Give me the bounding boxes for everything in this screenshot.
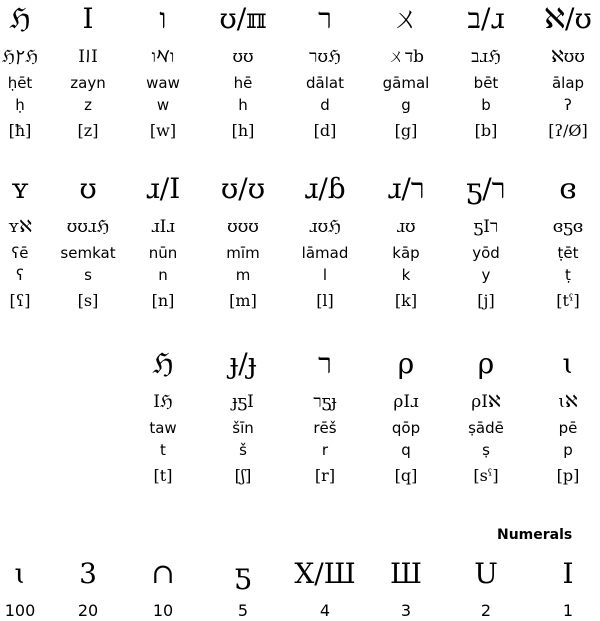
letter-cell bbox=[287, 2, 363, 141]
letter-name-script: רƽɟ bbox=[313, 392, 337, 412]
letter-transliteration: ʕ bbox=[16, 266, 24, 284]
letter-name-script: ɞƽɞ bbox=[552, 217, 584, 237]
letter-name: qōp bbox=[391, 419, 421, 437]
letter-name-script: ρIℵ bbox=[471, 392, 501, 412]
letter-name: nūn bbox=[148, 244, 178, 262]
numeral-glyph: Ш bbox=[390, 557, 422, 590]
letter-name-script: ʊʊɹℌ bbox=[66, 217, 110, 237]
letter-name: šīn bbox=[232, 419, 254, 437]
numeral-cell bbox=[205, 557, 281, 621]
letter-ipa: [ʔ/Ø] bbox=[548, 121, 588, 140]
letter-transliteration: ḥ bbox=[15, 96, 25, 114]
letter-cell bbox=[530, 2, 600, 141]
letter-name: bēt bbox=[473, 74, 499, 92]
numeral-value: 4 bbox=[319, 601, 331, 620]
letter-ipa: [ħ] bbox=[8, 121, 32, 140]
letter-ipa: [w] bbox=[149, 121, 177, 140]
letter-name-script: ʊʊʊ bbox=[227, 217, 259, 237]
letter-name: ṭēt bbox=[557, 244, 579, 262]
letter-cell bbox=[125, 2, 201, 141]
letter-name-script: ɹʊℌ bbox=[309, 217, 341, 237]
letter-cell bbox=[530, 172, 600, 311]
letter-glyph: ר bbox=[318, 2, 332, 35]
letter-name-script: Iℌ bbox=[153, 392, 173, 412]
letter-name-script: ℌ𐡑ℌ bbox=[2, 47, 38, 67]
letter-transliteration: n bbox=[158, 266, 168, 284]
letter-glyph: ℌ bbox=[152, 347, 174, 380]
letter-name-script: בɹℌ bbox=[471, 47, 501, 67]
letter-name: gāmal bbox=[382, 74, 430, 92]
letter-transliteration: m bbox=[235, 266, 251, 284]
letter-cell bbox=[50, 172, 126, 311]
letter-name: lāmad bbox=[301, 244, 349, 262]
letter-cell bbox=[448, 347, 524, 486]
letter-transliteration: y bbox=[481, 266, 491, 284]
letter-name-script: רʊℌ bbox=[309, 47, 341, 67]
letter-transliteration: b bbox=[481, 96, 491, 114]
numeral-glyph: ƽ bbox=[235, 557, 251, 590]
letter-ipa: [m] bbox=[229, 291, 257, 310]
letter-cell bbox=[287, 347, 363, 486]
letter-ipa: [l] bbox=[316, 291, 334, 310]
numeral-value: 2 bbox=[480, 601, 492, 620]
letter-name-script: ɟƽI bbox=[232, 392, 254, 412]
letter-transliteration: g bbox=[401, 96, 411, 114]
letter-ipa: [z] bbox=[77, 121, 99, 140]
numeral-cell bbox=[448, 557, 524, 621]
letter-transliteration: z bbox=[84, 96, 92, 114]
letter-glyph: ʊ bbox=[79, 172, 97, 205]
letter-glyph: ρ bbox=[397, 347, 415, 380]
letter-transliteration: t bbox=[160, 441, 166, 459]
letter-name: yōd bbox=[472, 244, 500, 262]
letter-name: hē bbox=[233, 74, 253, 92]
letter-cell bbox=[125, 347, 201, 486]
numeral-value: 3 bbox=[400, 601, 412, 620]
letter-ipa: [tˁ] bbox=[556, 291, 580, 310]
letter-cell bbox=[205, 172, 281, 311]
letter-name: ḥēt bbox=[7, 74, 33, 92]
letter-name-script: I𐡆I bbox=[78, 47, 98, 67]
letter-transliteration: ʔ bbox=[564, 96, 572, 114]
letter-glyph: ɟ/ɟ bbox=[229, 347, 257, 380]
letter-transliteration: q bbox=[401, 441, 411, 459]
letter-glyph: ρ bbox=[477, 347, 495, 380]
letter-transliteration: h bbox=[238, 96, 248, 114]
letter-glyph: ɹ/ɓ bbox=[304, 172, 346, 205]
letter-cell bbox=[205, 347, 281, 486]
letter-cell bbox=[530, 347, 600, 486]
letter-cell bbox=[368, 172, 444, 311]
letter-glyph: I bbox=[82, 2, 94, 35]
letter-cell bbox=[205, 2, 281, 141]
numeral-glyph: ɩ bbox=[14, 557, 26, 590]
letter-transliteration: š bbox=[239, 441, 247, 459]
numeral-glyph: I bbox=[562, 557, 574, 590]
numeral-cell bbox=[50, 557, 126, 621]
letter-glyph: ɹ/I bbox=[145, 172, 181, 205]
numeral-value: 100 bbox=[4, 601, 36, 620]
letter-transliteration: l bbox=[322, 266, 328, 284]
letter-transliteration: s bbox=[84, 266, 92, 284]
letter-name: ālap bbox=[551, 74, 585, 92]
letter-name: taw bbox=[149, 419, 177, 437]
letter-glyph: ɹ/ר bbox=[387, 172, 425, 205]
numeral-glyph: X/Ш bbox=[294, 557, 356, 590]
letter-ipa: [r] bbox=[314, 466, 336, 485]
letter-transliteration: d bbox=[320, 96, 330, 114]
letter-glyph: ʏ bbox=[10, 172, 30, 205]
numerals-heading: Numerals bbox=[497, 527, 573, 543]
letter-glyph: ㄨ bbox=[391, 2, 420, 35]
letter-name: zayn bbox=[70, 74, 106, 92]
letter-name: rēš bbox=[313, 419, 337, 437]
letter-name-script: ו𐡀ו bbox=[151, 47, 175, 67]
numeral-value: 5 bbox=[237, 601, 249, 620]
letter-name: waw bbox=[146, 74, 180, 92]
letter-ipa: [b] bbox=[474, 121, 498, 140]
letter-transliteration: ṣ bbox=[482, 441, 490, 459]
letter-name: dālat bbox=[306, 74, 344, 92]
letter-ipa: [q] bbox=[394, 466, 418, 485]
letter-ipa: [t] bbox=[153, 466, 173, 485]
letter-name: mīm bbox=[226, 244, 260, 262]
letter-transliteration: ṭ bbox=[565, 266, 571, 284]
letter-name-script: ƽIר bbox=[473, 217, 499, 237]
letter-ipa: [g] bbox=[394, 121, 418, 140]
letter-ipa: [h] bbox=[231, 121, 255, 140]
numeral-value: 10 bbox=[152, 601, 174, 620]
letter-ipa: [k] bbox=[394, 291, 418, 310]
letter-ipa: [ʕ] bbox=[9, 291, 31, 310]
letter-name-script: ɹʊ bbox=[396, 217, 416, 237]
letter-ipa: [d] bbox=[313, 121, 337, 140]
numeral-value: 20 bbox=[77, 601, 99, 620]
letter-name-script: ɩℵ bbox=[558, 392, 578, 412]
letter-name-script: ℵʊʊ bbox=[551, 47, 585, 67]
numeral-cell bbox=[530, 557, 600, 621]
letter-glyph: ℌ bbox=[9, 2, 31, 35]
letter-cell bbox=[50, 2, 126, 141]
letter-name: ʕē bbox=[11, 244, 29, 262]
letter-name-script: ㄨדb bbox=[387, 47, 425, 67]
letter-glyph: ƽ/ר bbox=[466, 172, 506, 205]
letter-ipa: [n] bbox=[151, 291, 175, 310]
letter-ipa: [s] bbox=[77, 291, 99, 310]
letter-name: pē bbox=[558, 419, 578, 437]
letter-glyph: ℵ/ʊ bbox=[544, 2, 592, 35]
letter-glyph: ʊ/ℼ bbox=[219, 2, 267, 35]
letter-ipa: [ʃ] bbox=[234, 466, 252, 485]
letter-name: ṣādē bbox=[468, 419, 504, 437]
letter-ipa: [p] bbox=[556, 466, 580, 485]
letter-glyph: ɞ bbox=[559, 172, 577, 205]
numeral-value: 1 bbox=[562, 601, 574, 620]
letter-glyph: ו bbox=[159, 2, 167, 35]
numeral-cell bbox=[287, 557, 363, 621]
numeral-cell bbox=[368, 557, 444, 621]
letter-name-script: ɹIɹ bbox=[151, 217, 175, 237]
letter-cell bbox=[125, 172, 201, 311]
letter-name-script: ʏℵ bbox=[8, 217, 32, 237]
letter-transliteration: w bbox=[156, 96, 170, 114]
letter-cell bbox=[368, 347, 444, 486]
letter-glyph: ר bbox=[318, 347, 332, 380]
numeral-cell bbox=[125, 557, 201, 621]
letter-glyph: ʊ/ʊ bbox=[220, 172, 266, 205]
letter-ipa: [j] bbox=[477, 291, 495, 310]
letter-glyph: ב/ɹ bbox=[467, 2, 505, 35]
letter-ipa: [sˁ] bbox=[473, 466, 499, 485]
letter-cell bbox=[448, 172, 524, 311]
numeral-glyph: 3 bbox=[79, 557, 97, 590]
letter-cell bbox=[287, 172, 363, 311]
letter-cell bbox=[368, 2, 444, 141]
letter-name-script: ρIɹ bbox=[393, 392, 419, 412]
letter-name: kāp bbox=[392, 244, 420, 262]
numeral-glyph: ∩ bbox=[151, 557, 175, 590]
letter-name: semkat bbox=[60, 244, 116, 262]
letter-glyph: ɩ bbox=[562, 347, 574, 380]
letter-cell bbox=[448, 2, 524, 141]
letter-name-script: ʊʊ bbox=[232, 47, 254, 67]
letter-transliteration: r bbox=[321, 441, 329, 459]
numeral-glyph: U bbox=[474, 557, 498, 590]
letter-transliteration: k bbox=[401, 266, 411, 284]
letter-transliteration: p bbox=[563, 441, 573, 459]
